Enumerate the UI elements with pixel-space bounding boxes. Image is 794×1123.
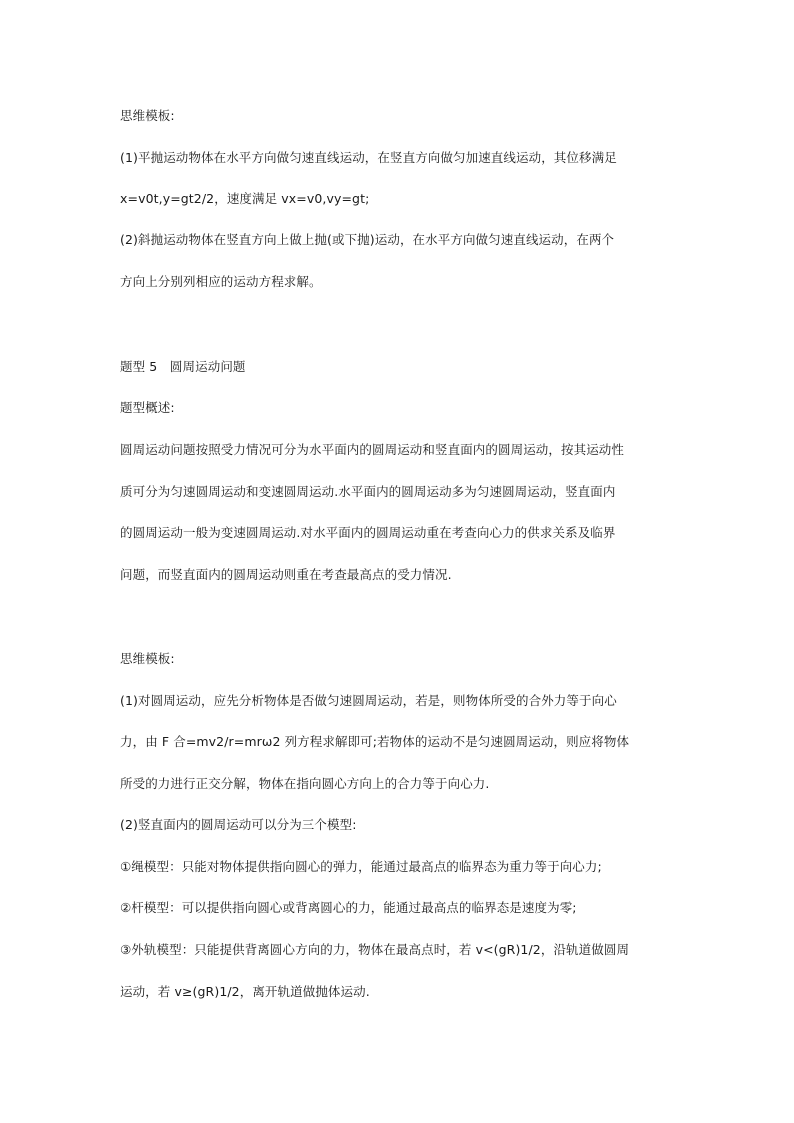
paragraph-line: 所受的力进行正交分解，物体在指向圆心方向上的合力等于向心力. [120, 776, 490, 791]
section-title: 题型 5 圆周运动问题 [120, 359, 246, 374]
list-item-rope-model: ①绳模型：只能对物体提供指向圆心的弹力，能通过最高点的临界态为重力等于向心力; [120, 859, 602, 874]
paragraph-line: 的圆周运动一般为变速圆周运动.对水平面内的圆周运动重在考查向心力的供求关系及临界 [120, 525, 616, 540]
paragraph-line: x=v0t,y=gt2/2，速度满足 vx=v0,vy=gt; [120, 191, 370, 206]
list-item-rod-model: ②杆模型：可以提供指向圆心或背离圆心的力，能通过最高点的临界态是速度为零; [120, 900, 577, 915]
section-heading: 题型概述: [120, 400, 175, 415]
paragraph-line: (2)竖直面内的圆周运动可以分为三个模型: [120, 817, 357, 832]
section-heading: 思维模板: [120, 108, 175, 123]
section-heading: 思维模板: [120, 651, 175, 666]
paragraph-line: 力，由 F 合=mv2/r=mrω2 列方程求解即可;若物体的运动不是匀速圆周运动，则应将物体 [120, 734, 630, 749]
paragraph-line: (1)平抛运动物体在水平方向做匀速直线运动，在竖直方向做匀加速直线运动，其位移满足 [120, 150, 617, 165]
paragraph-line: 问题，而竖直面内的圆周运动则重在考查最高点的受力情况. [120, 567, 452, 582]
paragraph-line: 质可分为匀速圆周运动和变速圆周运动.水平面内的圆周运动多为匀速圆周运动，竖直面内 [120, 484, 616, 499]
paragraph-line: 圆周运动问题按照受力情况可分为水平面内的圆周运动和竖直面内的圆周运动，按其运动性 [120, 442, 625, 457]
list-item-outer-track-model: ③外轨模型：只能提供背离圆心方向的力，物体在最高点时，若 v<(gR)1/2，沿轨道做圆周 [120, 942, 630, 957]
paragraph-line: (2)斜抛运动物体在竖直方向上做上抛(或下抛)运动，在水平方向做匀速直线运动，在两个 [120, 232, 615, 247]
paragraph-line: 运动，若 v≥(gR)1/2，离开轨道做抛体运动. [120, 984, 370, 999]
paragraph-line: 方向上分别列相应的运动方程求解。 [120, 274, 322, 289]
paragraph-line: (1)对圆周运动，应先分析物体是否做匀速圆周运动，若是，则物体所受的合外力等于向心 [120, 693, 617, 708]
